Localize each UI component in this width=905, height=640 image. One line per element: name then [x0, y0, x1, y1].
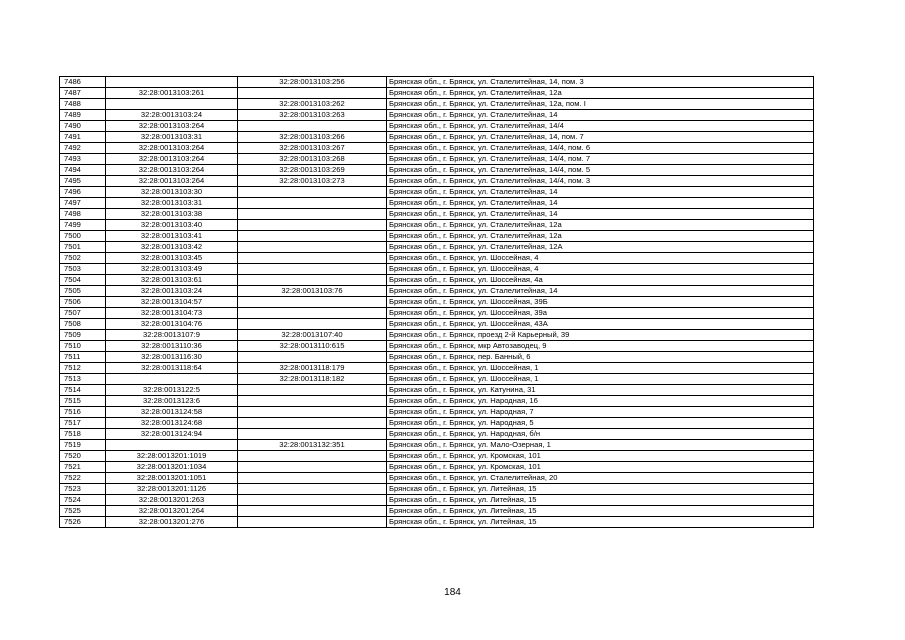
address-cell: Брянская обл., г. Брянск, ул. Шоссейная, 1: [387, 374, 814, 385]
address-cell: Брянская обл., г. Брянск, ул. Литейная, 15: [387, 495, 814, 506]
address-cell: Брянская обл., г. Брянск, проезд 2-й Карьерный, 39: [387, 330, 814, 341]
object-number-cell: 32:28:0013103:267: [238, 143, 387, 154]
table-row: [60, 110, 814, 121]
parcel-number-cell: 32:28:0013116:30: [106, 352, 238, 363]
object-number-cell: 32:28:0013118:179: [238, 363, 387, 374]
parcel-number-cell: [106, 99, 238, 110]
parcel-number-cell: 32:28:0013103:31: [106, 198, 238, 209]
object-number-cell: [238, 198, 387, 209]
parcel-number-cell: 32:28:0013103:45: [106, 253, 238, 264]
parcel-number-cell: 32:28:0013124:68: [106, 418, 238, 429]
parcel-number-cell: 32:28:0013103:24: [106, 286, 238, 297]
table-row: [60, 253, 814, 264]
parcel-number-cell: 32:28:0013104:73: [106, 308, 238, 319]
row-number-cell: 7495: [60, 176, 106, 187]
table-row: [60, 429, 814, 440]
parcel-number-cell: 32:28:0013104:57: [106, 297, 238, 308]
row-number-cell: 7523: [60, 484, 106, 495]
row-number-cell: 7515: [60, 396, 106, 407]
table-row: [60, 473, 814, 484]
row-number-cell: 7506: [60, 297, 106, 308]
row-number-cell: 7497: [60, 198, 106, 209]
row-number-cell: 7517: [60, 418, 106, 429]
row-number-cell: 7488: [60, 99, 106, 110]
object-number-cell: 32:28:0013110:615: [238, 341, 387, 352]
parcel-number-cell: 32:28:0013103:30: [106, 187, 238, 198]
object-number-cell: 32:28:0013107:40: [238, 330, 387, 341]
object-number-cell: [238, 352, 387, 363]
object-number-cell: [238, 187, 387, 198]
row-number-cell: 7518: [60, 429, 106, 440]
parcel-number-cell: 32:28:0013103:49: [106, 264, 238, 275]
row-number-cell: 7499: [60, 220, 106, 231]
address-cell: Брянская обл., г. Брянск, ул. Сталелитейная, 14, пом. 7: [387, 132, 814, 143]
address-cell: Брянская обл., г. Брянск, ул. Сталелитейная, 14: [387, 286, 814, 297]
address-cell: Брянская обл., г. Брянск, ул. Сталелитейная, 14/4, пом. 5: [387, 165, 814, 176]
table-row: [60, 297, 814, 308]
parcel-number-cell: 32:28:0013103:264: [106, 121, 238, 132]
registry-table-body: [60, 77, 814, 528]
address-cell: Брянская обл., г. Брянск, ул. Сталелитейная, 14: [387, 198, 814, 209]
row-number-cell: 7501: [60, 242, 106, 253]
table-row: [60, 198, 814, 209]
address-cell: Брянская обл., г. Брянск, ул. Сталелитейная, 14, пом. 3: [387, 77, 814, 88]
object-number-cell: 32:28:0013103:256: [238, 77, 387, 88]
address-cell: Брянская обл., г. Брянск, ул. Сталелитейная, 14/4, пом. 3: [387, 176, 814, 187]
table-row: [60, 165, 814, 176]
table-row: [60, 385, 814, 396]
parcel-number-cell: 32:28:0013103:264: [106, 143, 238, 154]
object-number-cell: [238, 429, 387, 440]
object-number-cell: 32:28:0013103:269: [238, 165, 387, 176]
address-cell: Брянская обл., г. Брянск, пер. Банный, 6: [387, 352, 814, 363]
parcel-number-cell: 32:28:0013123:6: [106, 396, 238, 407]
table-row: [60, 462, 814, 473]
parcel-number-cell: 32:28:0013103:61: [106, 275, 238, 286]
object-number-cell: [238, 275, 387, 286]
address-cell: Брянская обл., г. Брянск, ул. Народная, 16: [387, 396, 814, 407]
registry-table: [59, 76, 814, 528]
row-number-cell: 7519: [60, 440, 106, 451]
parcel-number-cell: 32:28:0013107:9: [106, 330, 238, 341]
address-cell: Брянская обл., г. Брянск, ул. Народная, 5: [387, 418, 814, 429]
table-row: [60, 242, 814, 253]
object-number-cell: [238, 209, 387, 220]
address-cell: Брянская обл., г. Брянск, ул. Шоссейная, 4а: [387, 275, 814, 286]
row-number-cell: 7496: [60, 187, 106, 198]
parcel-number-cell: 32:28:0013103:41: [106, 231, 238, 242]
row-number-cell: 7487: [60, 88, 106, 99]
parcel-number-cell: [106, 77, 238, 88]
address-cell: Брянская обл., г. Брянск, ул. Сталелитейная, 14: [387, 110, 814, 121]
table-row: [60, 275, 814, 286]
parcel-number-cell: 32:28:0013103:261: [106, 88, 238, 99]
parcel-number-cell: 32:28:0013201:276: [106, 517, 238, 528]
address-cell: Брянская обл., г. Брянск, ул. Сталелитейная, 12А: [387, 242, 814, 253]
row-number-cell: 7500: [60, 231, 106, 242]
address-cell: Брянская обл., г. Брянск, ул. Сталелитейная, 12а: [387, 88, 814, 99]
table-row: [60, 517, 814, 528]
object-number-cell: [238, 319, 387, 330]
row-number-cell: 7524: [60, 495, 106, 506]
table-row: [60, 132, 814, 143]
table-row: [60, 99, 814, 110]
parcel-number-cell: 32:28:0013103:40: [106, 220, 238, 231]
object-number-cell: 32:28:0013132:351: [238, 440, 387, 451]
address-cell: Брянская обл., г. Брянск, ул. Сталелитейная, 20: [387, 473, 814, 484]
row-number-cell: 7516: [60, 407, 106, 418]
address-cell: Брянская обл., г. Брянск, ул. Литейная, 15: [387, 484, 814, 495]
row-number-cell: 7490: [60, 121, 106, 132]
address-cell: Брянская обл., г. Брянск, ул. Сталелитейная, 14/4, пом. 6: [387, 143, 814, 154]
parcel-number-cell: [106, 440, 238, 451]
table-row: [60, 506, 814, 517]
table-row: [60, 418, 814, 429]
table-row: [60, 407, 814, 418]
object-number-cell: [238, 385, 387, 396]
parcel-number-cell: 32:28:0013103:264: [106, 165, 238, 176]
object-number-cell: 32:28:0013103:273: [238, 176, 387, 187]
row-number-cell: 7513: [60, 374, 106, 385]
table-row: [60, 77, 814, 88]
address-cell: Брянская обл., г. Брянск, ул. Литейная, 15: [387, 506, 814, 517]
address-cell: Брянская обл., г. Брянск, ул. Шоссейная, 1: [387, 363, 814, 374]
row-number-cell: 7509: [60, 330, 106, 341]
table-row: [60, 396, 814, 407]
table-row: [60, 187, 814, 198]
address-cell: Брянская обл., г. Брянск, ул. Литейная, 15: [387, 517, 814, 528]
row-number-cell: 7503: [60, 264, 106, 275]
page-number: 184: [444, 587, 461, 598]
row-number-cell: 7504: [60, 275, 106, 286]
row-number-cell: 7494: [60, 165, 106, 176]
table-row: [60, 374, 814, 385]
row-number-cell: 7493: [60, 154, 106, 165]
table-row: [60, 154, 814, 165]
table-row: [60, 341, 814, 352]
address-cell: Брянская обл., г. Брянск, ул. Сталелитейная, 12а, пом. I: [387, 99, 814, 110]
table-row: [60, 363, 814, 374]
parcel-number-cell: 32:28:0013103:264: [106, 154, 238, 165]
object-number-cell: [238, 484, 387, 495]
parcel-number-cell: 32:28:0013201:1126: [106, 484, 238, 495]
parcel-number-cell: 32:28:0013201:1034: [106, 462, 238, 473]
parcel-number-cell: 32:28:0013201:1051: [106, 473, 238, 484]
object-number-cell: [238, 253, 387, 264]
table-row: [60, 484, 814, 495]
table-row: [60, 176, 814, 187]
parcel-number-cell: [106, 374, 238, 385]
row-number-cell: 7502: [60, 253, 106, 264]
parcel-number-cell: 32:28:0013103:264: [106, 176, 238, 187]
address-cell: Брянская обл., г. Брянск, ул. Сталелитейная, 14: [387, 209, 814, 220]
parcel-number-cell: 32:28:0013104:76: [106, 319, 238, 330]
address-cell: Брянская обл., г. Брянск, ул. Шоссейная, 4: [387, 253, 814, 264]
parcel-number-cell: 32:28:0013201:1019: [106, 451, 238, 462]
row-number-cell: 7510: [60, 341, 106, 352]
address-cell: Брянская обл., г. Брянск, ул. Сталелитейная, 14/4: [387, 121, 814, 132]
object-number-cell: [238, 473, 387, 484]
address-cell: Брянская обл., г. Брянск, мкр Автозаводец, 9: [387, 341, 814, 352]
parcel-number-cell: 32:28:0013103:31: [106, 132, 238, 143]
parcel-number-cell: 32:28:0013103:38: [106, 209, 238, 220]
parcel-number-cell: 32:28:0013201:264: [106, 506, 238, 517]
address-cell: Брянская обл., г. Брянск, ул. Народная, 7: [387, 407, 814, 418]
parcel-number-cell: 32:28:0013103:42: [106, 242, 238, 253]
table-row: [60, 88, 814, 99]
address-cell: Брянская обл., г. Брянск, ул. Сталелитейная, 14: [387, 187, 814, 198]
table-row: [60, 231, 814, 242]
table-row: [60, 352, 814, 363]
row-number-cell: 7508: [60, 319, 106, 330]
object-number-cell: [238, 517, 387, 528]
object-number-cell: 32:28:0013103:266: [238, 132, 387, 143]
address-cell: Брянская обл., г. Брянск, ул. Шоссейная, 39Б: [387, 297, 814, 308]
table-row: [60, 495, 814, 506]
row-number-cell: 7511: [60, 352, 106, 363]
table-row: [60, 143, 814, 154]
row-number-cell: 7489: [60, 110, 106, 121]
row-number-cell: 7492: [60, 143, 106, 154]
parcel-number-cell: 32:28:0013124:58: [106, 407, 238, 418]
row-number-cell: 7498: [60, 209, 106, 220]
object-number-cell: [238, 308, 387, 319]
address-cell: Брянская обл., г. Брянск, ул. Шоссейная, 4: [387, 264, 814, 275]
address-cell: Брянская обл., г. Брянск, ул. Сталелитейная, 12а: [387, 231, 814, 242]
object-number-cell: [238, 220, 387, 231]
address-cell: Брянская обл., г. Брянск, ул. Шоссейная, 39а: [387, 308, 814, 319]
table-row: [60, 286, 814, 297]
table-row: [60, 220, 814, 231]
address-cell: Брянская обл., г. Брянск, ул. Сталелитейная, 12а: [387, 220, 814, 231]
row-number-cell: 7520: [60, 451, 106, 462]
object-number-cell: [238, 88, 387, 99]
object-number-cell: 32:28:0013118:182: [238, 374, 387, 385]
row-number-cell: 7512: [60, 363, 106, 374]
object-number-cell: [238, 495, 387, 506]
parcel-number-cell: 32:28:0013124:94: [106, 429, 238, 440]
row-number-cell: 7525: [60, 506, 106, 517]
parcel-number-cell: 32:28:0013201:263: [106, 495, 238, 506]
object-number-cell: [238, 418, 387, 429]
table-row: [60, 451, 814, 462]
table-row: [60, 440, 814, 451]
row-number-cell: 7522: [60, 473, 106, 484]
address-cell: Брянская обл., г. Брянск, ул. Кромская, 101: [387, 462, 814, 473]
object-number-cell: [238, 264, 387, 275]
table-row: [60, 319, 814, 330]
row-number-cell: 7521: [60, 462, 106, 473]
object-number-cell: 32:28:0013103:76: [238, 286, 387, 297]
object-number-cell: 32:28:0013103:268: [238, 154, 387, 165]
table-row: [60, 330, 814, 341]
row-number-cell: 7514: [60, 385, 106, 396]
parcel-number-cell: 32:28:0013118:64: [106, 363, 238, 374]
object-number-cell: [238, 396, 387, 407]
address-cell: Брянская обл., г. Брянск, ул. Шоссейная, 43А: [387, 319, 814, 330]
object-number-cell: [238, 451, 387, 462]
address-cell: Брянская обл., г. Брянск, ул. Народная, б/н: [387, 429, 814, 440]
object-number-cell: [238, 462, 387, 473]
row-number-cell: 7505: [60, 286, 106, 297]
address-cell: Брянская обл., г. Брянск, ул. Мало-Озерная, 1: [387, 440, 814, 451]
object-number-cell: [238, 242, 387, 253]
row-number-cell: 7526: [60, 517, 106, 528]
parcel-number-cell: 32:28:0013122:5: [106, 385, 238, 396]
row-number-cell: 7486: [60, 77, 106, 88]
object-number-cell: 32:28:0013103:262: [238, 99, 387, 110]
object-number-cell: [238, 407, 387, 418]
table-row: [60, 264, 814, 275]
address-cell: Брянская обл., г. Брянск, ул. Катунина, 31: [387, 385, 814, 396]
object-number-cell: [238, 506, 387, 517]
object-number-cell: [238, 121, 387, 132]
table-row: [60, 121, 814, 132]
object-number-cell: [238, 297, 387, 308]
row-number-cell: 7491: [60, 132, 106, 143]
address-cell: Брянская обл., г. Брянск, ул. Кромская, 101: [387, 451, 814, 462]
row-number-cell: 7507: [60, 308, 106, 319]
object-number-cell: [238, 231, 387, 242]
parcel-number-cell: 32:28:0013110:36: [106, 341, 238, 352]
table-row: [60, 308, 814, 319]
address-cell: Брянская обл., г. Брянск, ул. Сталелитейная, 14/4, пом. 7: [387, 154, 814, 165]
table-row: [60, 209, 814, 220]
parcel-number-cell: 32:28:0013103:24: [106, 110, 238, 121]
object-number-cell: 32:28:0013103:263: [238, 110, 387, 121]
